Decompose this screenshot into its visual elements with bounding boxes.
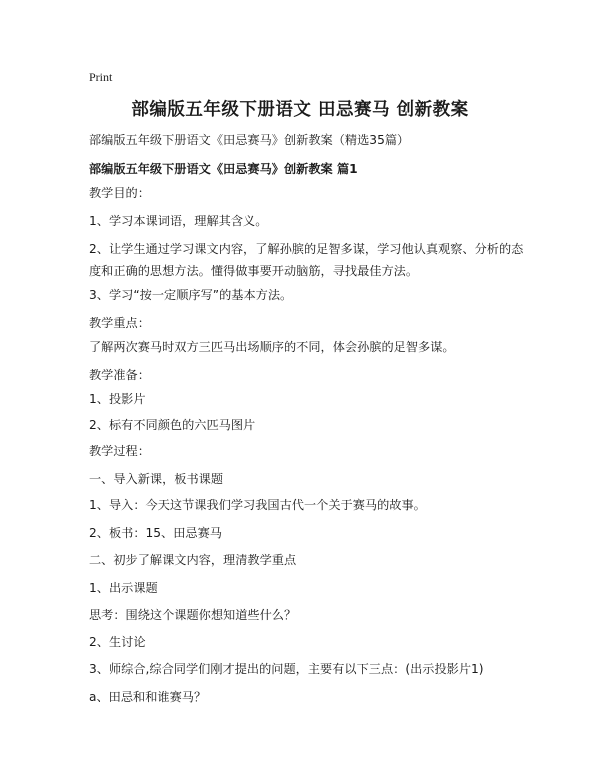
section-heading: 部编版五年级下册语文《田忌赛马》创新教案 篇1 — [89, 162, 358, 176]
paragraph: 教学重点： — [89, 316, 150, 330]
paragraph: 二、初步了解课文内容，理清教学重点 — [89, 553, 297, 567]
paragraph: 2、板书：15、田忌赛马 — [89, 526, 222, 540]
paragraph: 2、生讨论 — [89, 635, 146, 649]
paragraph: 1、出示课题 — [89, 581, 158, 595]
print-label: Print — [89, 70, 113, 84]
paragraph: 3、学习“按一定顺序写”的基本方法。 — [89, 288, 293, 302]
paragraph: a、田忌和和谁赛马？ — [89, 690, 207, 704]
paragraph: 1、学习本课词语，理解其含义。 — [89, 214, 268, 228]
paragraph: 1、投影片 — [89, 392, 146, 406]
paragraph: 2、标有不同颜色的六匹马图片 — [89, 418, 256, 432]
paragraph: 2、让学生通过学习课文内容，了解孙膑的足智多谋，学习他认真观察、分析的态度和正确的思想方法。懂得做事要开动脑筋，寻找最佳方法。 — [89, 242, 524, 278]
paragraph: 教学准备： — [89, 368, 150, 382]
paragraph: 一、导入新课，板书课题 — [89, 472, 224, 486]
paragraph: 了解两次赛马时双方三匹马出场顺序的不同，体会孙膑的足智多谋。 — [89, 340, 455, 354]
paragraph: 教学过程： — [89, 444, 150, 458]
paragraph: 教学目的： — [89, 186, 150, 200]
paragraph: 3、师综合,综合同学们刚才提出的问题，主要有以下三点：(出示投影片1) — [89, 662, 484, 676]
document-title: 部编版五年级下册语文 田忌赛马 创新教案 — [131, 100, 469, 120]
paragraph: 思考：围绕这个课题你想知道些什么？ — [89, 608, 297, 622]
paragraph: 1、导入：今天这节课我们学习我国古代一个关于赛马的故事。 — [89, 498, 426, 512]
document-subtitle: 部编版五年级下册语文《田忌赛马》创新教案（精选35篇） — [89, 133, 410, 147]
